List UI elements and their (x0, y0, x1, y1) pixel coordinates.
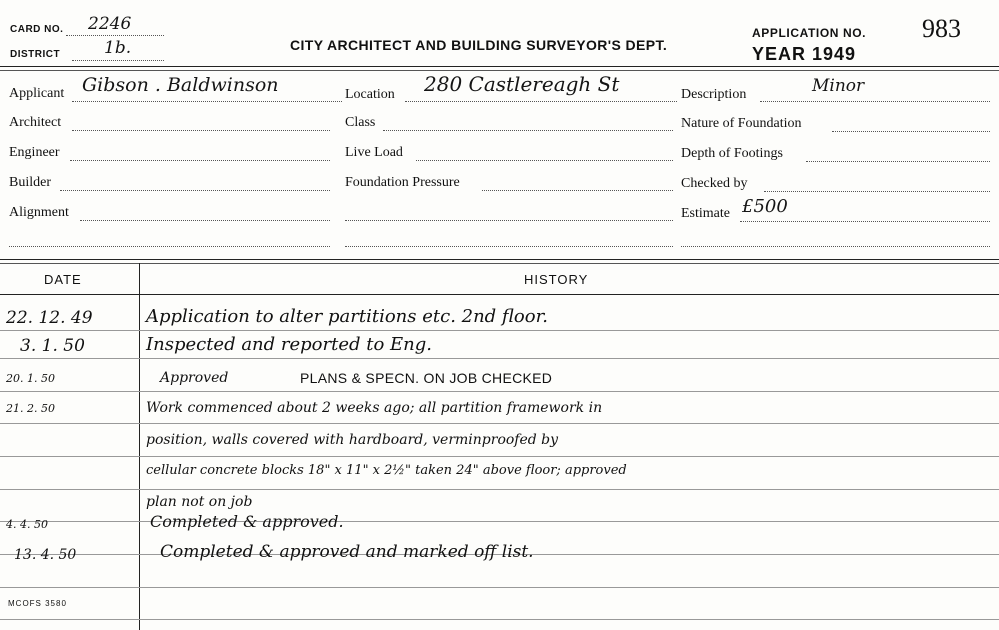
date-column-header: DATE (44, 272, 82, 287)
history-line (0, 391, 999, 392)
alignment-label: Alignment (9, 205, 69, 220)
location-line (405, 101, 677, 102)
history-line (0, 358, 999, 359)
estimate-value: £500 (742, 196, 788, 217)
column2-extra-line-1 (345, 220, 673, 221)
history-entry: Approved (160, 370, 229, 386)
history-line (0, 456, 999, 457)
history-line (0, 330, 999, 331)
history-entry: Application to alter partitions etc. 2nd floor. (146, 306, 548, 327)
engineer-line (70, 160, 330, 161)
history-entry: Inspected and reported to Eng. (146, 334, 433, 355)
card-no-value: 2246 (88, 14, 132, 34)
builder-label: Builder (9, 175, 51, 190)
district-value: 1b. (104, 38, 132, 58)
checked-by-line (764, 191, 990, 192)
history-entry: position, walls covered with hardboard, verminproofed by (146, 432, 559, 448)
history-header-rule (0, 294, 999, 295)
engineer-label: Engineer (9, 145, 60, 160)
applicant-label: Applicant (9, 86, 65, 101)
live-load-line (416, 160, 673, 161)
card-no-label: CARD NO. (10, 24, 64, 35)
district-label: DISTRICT (10, 49, 61, 60)
column2-extra-line-2 (345, 246, 673, 247)
history-line (0, 423, 999, 424)
builder-line (60, 190, 330, 191)
depth-of-footings-line (806, 161, 990, 162)
depth-of-footings-label: Depth of Footings (681, 146, 783, 161)
class-label: Class (345, 115, 376, 130)
history-column-header: HISTORY (524, 272, 589, 287)
history-date: 21. 2. 50 (6, 402, 55, 415)
history-date: 22. 12. 49 (6, 308, 93, 328)
history-entry: Work commenced about 2 weeks ago; all partition framework in (146, 400, 603, 416)
history-date: 4. 4. 50 (6, 518, 48, 531)
foundation-pressure-line (482, 190, 673, 191)
applicant-value: Gibson . Baldwinson (82, 74, 279, 96)
live-load-label: Live Load (345, 145, 403, 160)
header-rule-top (0, 66, 999, 67)
location-label: Location (345, 87, 395, 102)
applicant-line (72, 101, 342, 102)
form-number: MCOFS 3580 (8, 599, 67, 608)
alignment-extra-line (9, 246, 330, 247)
description-label: Description (681, 87, 747, 102)
history-date: 13. 4. 50 (14, 547, 77, 563)
plans-checked-stamp: PLANS & SPECN. ON JOB CHECKED (300, 370, 553, 386)
class-line (383, 130, 673, 131)
column3-extra-line (681, 246, 990, 247)
architect-label: Architect (9, 115, 62, 130)
checked-by-label: Checked by (681, 176, 748, 191)
district-line (72, 60, 164, 61)
application-no-value: 983 (922, 14, 961, 43)
history-rule-top (0, 259, 999, 260)
history-entry: plan not on job (146, 494, 253, 510)
description-value: Minor (812, 76, 865, 96)
nature-of-foundation-label: Nature of Foundation (681, 116, 802, 131)
history-line (0, 619, 999, 620)
application-no-label: APPLICATION NO. (752, 26, 867, 40)
history-entry: cellular concrete blocks 18" x 11" x 2½" taken 24" above floor; approved (146, 463, 627, 478)
date-column-divider (139, 263, 140, 630)
history-line (0, 489, 999, 490)
description-line (760, 101, 990, 102)
history-date: 3. 1. 50 (20, 336, 85, 356)
card-no-line (66, 35, 164, 36)
estimate-label: Estimate (681, 206, 730, 221)
nature-of-foundation-line (832, 131, 990, 132)
location-value: 280 Castlereagh St (424, 72, 620, 96)
header-rule-bottom (0, 70, 999, 71)
history-entry: Completed & approved. (150, 512, 344, 531)
history-date: 20. 1. 50 (6, 372, 55, 385)
alignment-line (80, 220, 330, 221)
history-line (0, 587, 999, 588)
history-rule-2 (0, 263, 999, 264)
architect-line (72, 130, 330, 131)
page-title: CITY ARCHITECT AND BUILDING SURVEYOR'S DEPT. (290, 37, 668, 53)
history-entry: Completed & approved and marked off list. (160, 542, 534, 562)
year-label: YEAR 1949 (752, 44, 857, 64)
foundation-pressure-label: Foundation Pressure (345, 175, 460, 190)
estimate-line (740, 221, 990, 222)
